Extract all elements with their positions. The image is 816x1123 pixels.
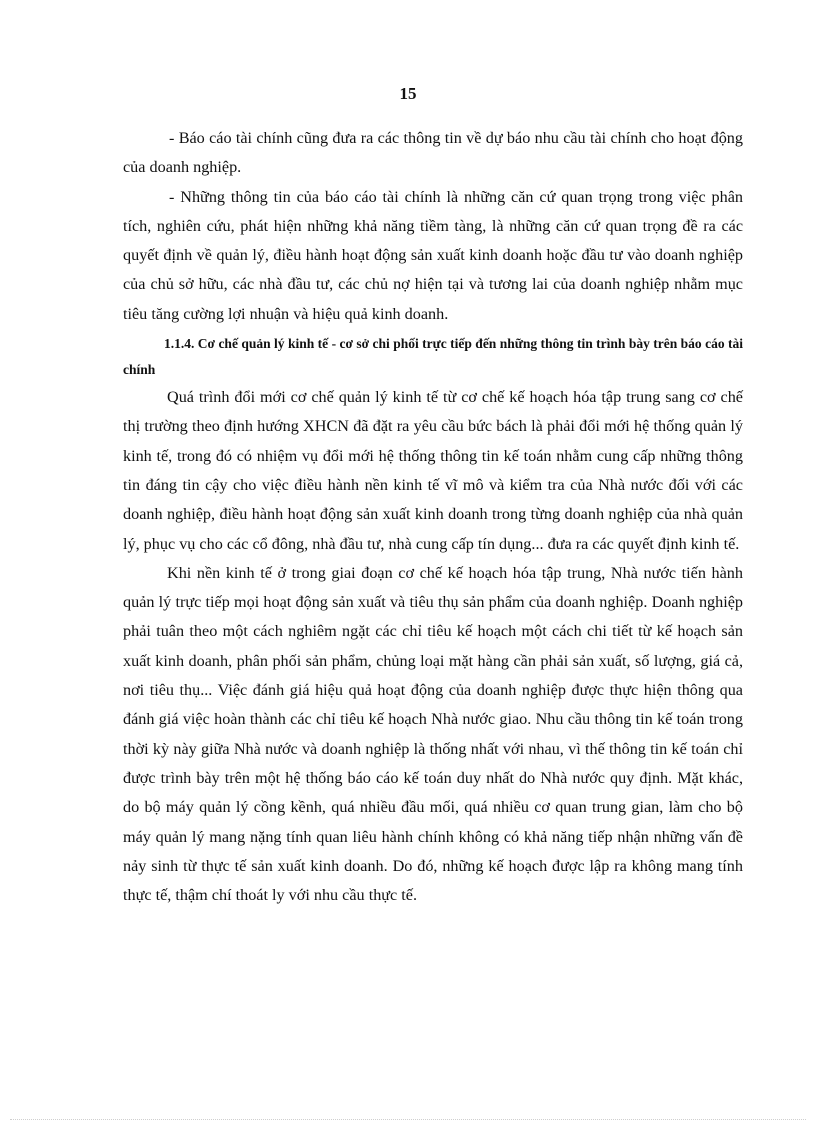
paragraph-forecast: - Báo cáo tài chính cũng đưa ra các thông tin về dự báo nhu cầu tài chính cho hoạt động của doanh nghiệp. [123, 129, 743, 177]
paragraph-reform: Quá trình đổi mới cơ chế quản lý kinh tế từ cơ chế kế hoạch hóa tập trung sang cơ chế thị trường theo định hướng XHCN đã đặt ra yêu cầu bức bách là phải đổi mới hệ thống quản lý kinh tế, trong đó có nhiệm vụ đổi mới hệ thống thông tin kế toán nhằm cung cấp những thông tin đáng tin cậy cho việc điều hành nền kinh tế vĩ mô và kiểm tra của Nhà nước đối với các doanh nghiệp, điều hành hoạt động sản xuất kinh doanh trong từng doanh nghiệp của nhà quản lý, phục vụ cho các cổ đông, nhà đầu tư, nhà cung cấp tín dụng... đưa ra các quyết định kinh tế. [123, 388, 743, 553]
document-body [123, 124, 743, 910]
paragraph-central-planning: Khi nền kinh tế ở trong giai đoạn cơ chế kế hoạch hóa tập trung, Nhà nước tiến hành quản lý trực tiếp mọi hoạt động sản xuất và tiêu thụ sản phẩm của doanh nghiệp. Doanh nghiệp phải tuân theo một cách nghiêm ngặt các chỉ tiêu kế hoạch một cách chi tiết từ kế hoạch sản xuất kinh doanh, phân phối sản phẩm, chủng loại mặt hàng cần phải sản xuất, số lượng, giá cả, nơi tiêu thụ... Việc đánh giá hiệu quả hoạt động của doanh nghiệp được thực hiện thông qua đánh giá việc hoàn thành các chỉ tiêu kế hoạch Nhà nước giao. Nhu cầu thông tin kế toán trong thời kỳ này giữa Nhà nước và doanh nghiệp là thống nhất với nhau, vì thế thông tin kế toán chỉ được trình bày trên một hệ thống báo cáo kế toán duy nhất do Nhà nước quy định. Mặt khác, do bộ máy quản lý cồng kềnh, quá nhiều đầu mối, quá nhiều cơ quan trung gian, làm cho bộ máy quản lý mang nặng tính quan liêu hành chính không có khả năng tiếp nhận những vấn đề nảy sinh từ thực tế sản xuất kinh doanh. Do đó, những kế hoạch được lập ra không mang tính thực tế, thậm chí thoát ly với nhu cầu thực tế. [123, 563, 743, 905]
paragraph-information-basis: - Những thông tin của báo cáo tài chính là những căn cứ quan trọng trong việc phân tích, nghiên cứu, phát hiện những khả năng tiềm tàng, là những căn cứ quan trọng đề ra các quyết định về quản lý, điều hành hoạt động sản xuất kinh doanh hoặc đầu tư vào doanh nghiệp của chủ sở hữu, các nhà đầu tư, các chủ nợ hiện tại và tương lai của doanh nghiệp nhằm mục tiêu tăng cường lợi nhuận và hiệu quả kinh doanh. [123, 187, 743, 323]
section-heading: 1.1.4. Cơ chế quản lý kinh tế - cơ sở chi phối trực tiếp đến những thông tin trình bày trên báo cáo tài chính [123, 336, 743, 378]
page-number: 15 [399, 84, 417, 103]
page-bottom-rule [10, 1119, 806, 1120]
